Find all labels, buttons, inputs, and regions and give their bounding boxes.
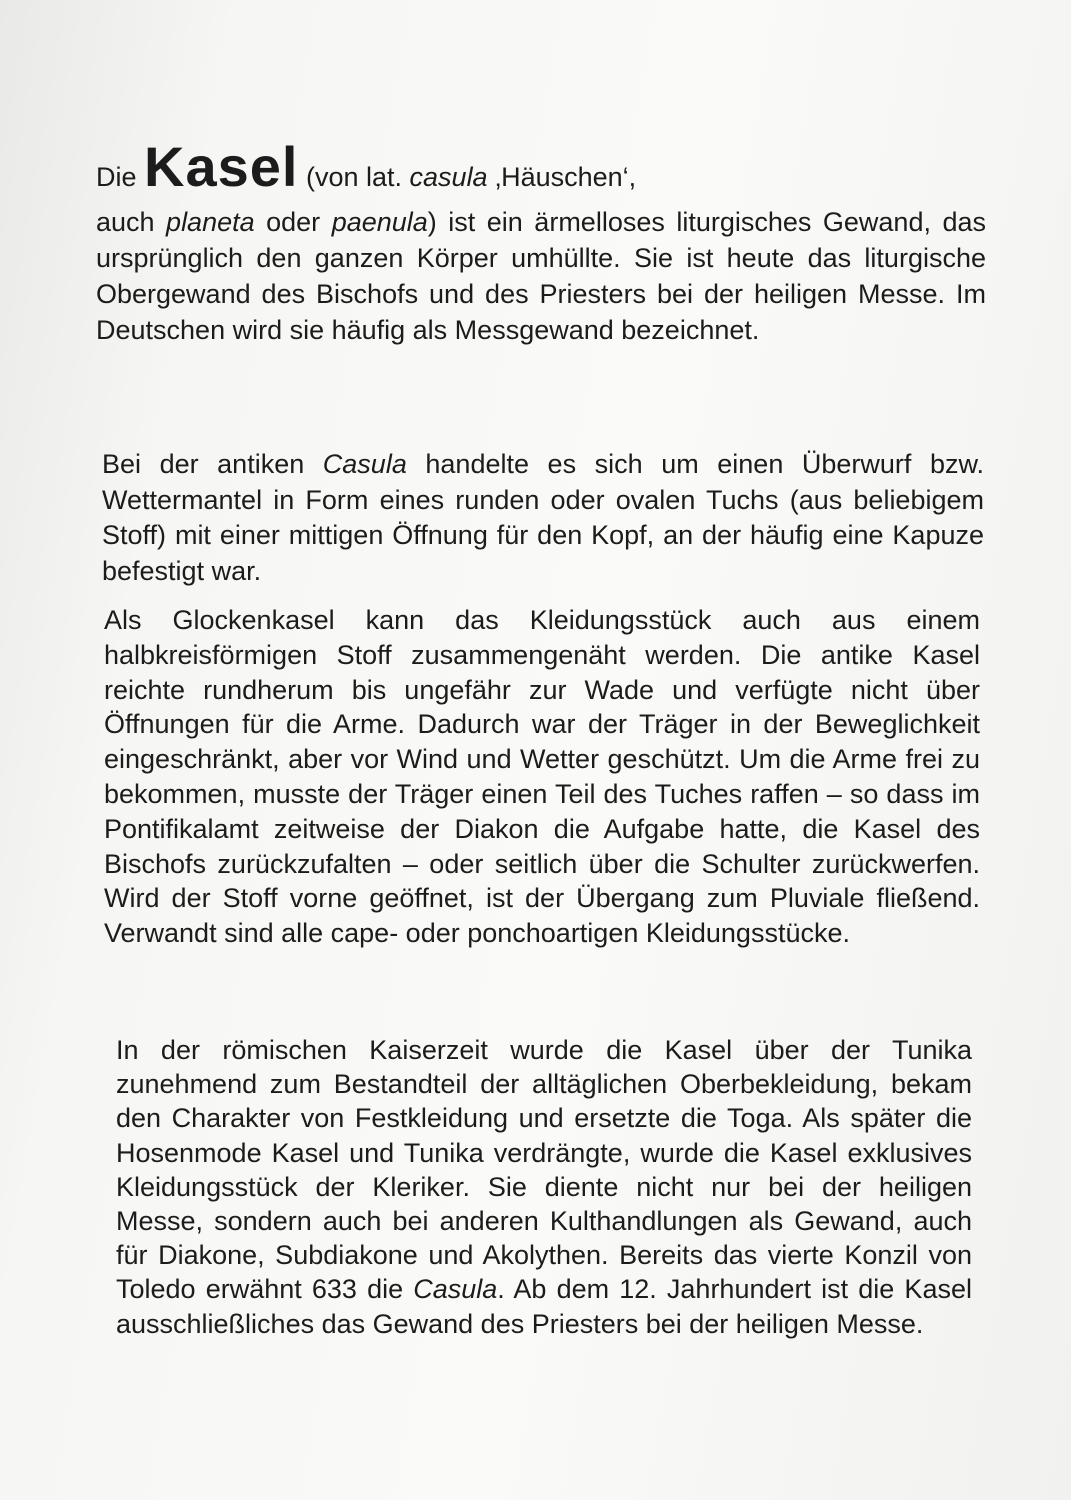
- paragraph-intro: [96, 130, 986, 348]
- intro-italic-paenula: paenula: [331, 207, 428, 237]
- p2-text-b: handelte es sich um einen Überwurf bzw. Wettermantel in Form eines runden oder ovalen Tuchs (aus beliebigem Stoff) mit einer mittigen Öffnung für den Kopf, an der häufig eine Kapuze befestigt war.: [102, 449, 985, 586]
- title-line: [96, 130, 986, 204]
- title-word-kasel: Kasel: [144, 135, 299, 198]
- p2-text-a: Bei der antiken: [102, 449, 323, 479]
- p4-text-a: In der römischen Kaiserzeit wurde die Kasel über der Tunika zunehmend zum Bestandteil der alltäglichen Oberbekleidung, bekam den Charakter von Festkleidung und ersetzte die Toga. Als später die Hosenmode Kasel und Tunika verdrängte, wurde die Kasel exklusives Kleidungsstück der Kleriker. Sie diente nicht nur bei der heiligen Messe, sondern auch bei anderen Kulthandlungen als Gewand, auch für Diakone, Subdiakone und Akolythen. Bereits das vierte Konzil von Toledo erwähnt 633 die: [116, 1035, 972, 1305]
- intro-text-c: ) ist ein ärmelloses liturgisches Gewand, das ursprünglich den ganzen Körper umhüllte. Sie ist heute das liturgische Obergewand des Bischofs und des Priesters bei der heiligen Messe. Im Deutschen wird sie häufig als Messgewand bezeichnet.: [96, 207, 986, 345]
- p2-italic-casula: Casula: [322, 449, 407, 479]
- title-line-text: (von lat.: [305, 162, 410, 192]
- intro-italic-planeta: planeta: [166, 207, 255, 237]
- intro-text-b: oder: [254, 207, 332, 237]
- paragraph-antique-casula: [102, 447, 984, 589]
- paragraph-roman-era: [116, 1033, 972, 1341]
- p4-italic-casula: Casula: [413, 1274, 498, 1305]
- title-line-italic: casula: [409, 162, 488, 192]
- p3-text: Als Glockenkasel kann das Kleidungsstück auch aus einem halbkreisförmigen Stoff zusammengenäht werden. Die antike Kasel reichte rundherum bis ungefähr zur Wade und verfügte nicht über Öffnungen für die Arme. Dadurch war der Träger in der Beweglichkeit eingeschränkt, aber vor Wind und Wetter geschützt. Um die Arme frei zu bekommen, musste der Träger einen Teil des Tuches raffen – so dass im Pontifikalamt zeitweise der Diakon die Aufgabe hatte, die Kasel des Bischofs zurückzufalten – oder seitlich über die Schulter zurückwerfen. Wird der Stoff vorne geöffnet, ist der Übergang zum Pluviale fließend. Verwandt sind alle cape- oder ponchoartigen Kleidungsstücke.: [104, 605, 980, 949]
- title-line-text-end: ‚Häuschen‘,: [487, 162, 637, 192]
- intro-text-a: auch: [96, 207, 167, 237]
- lead-word: Die: [96, 162, 137, 192]
- p4-text-b: . Ab dem 12. Jahrhundert ist die Kasel ausschließliches das Gewand des Priesters bei der heiligen Messe.: [116, 1274, 972, 1339]
- paragraph-glockenkasel: [104, 603, 980, 951]
